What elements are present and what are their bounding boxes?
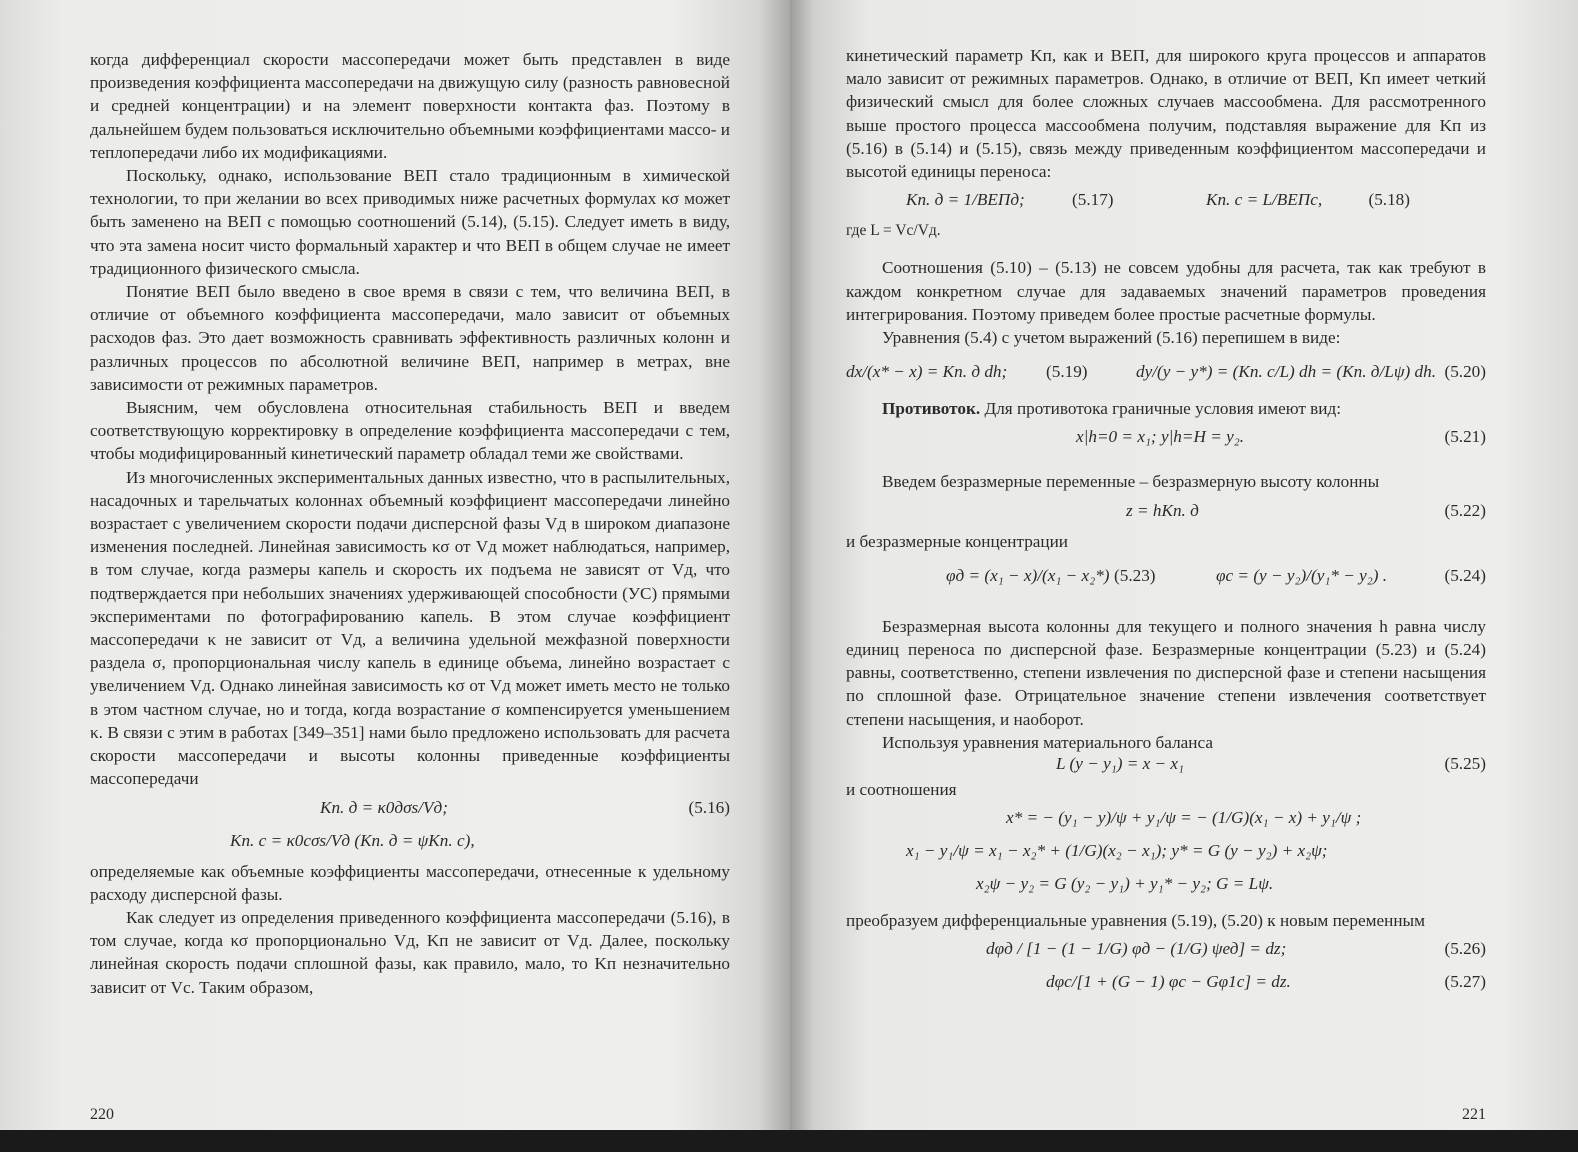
equation-text: x₁ − y₁/ψ = x₁ − x₂* + (1/G)(x₂ − x₁); y* = G (y − y₂) + x₂ψ; xyxy=(906,841,1328,861)
equation-relation-1 xyxy=(846,804,1486,834)
paragraph: и соотношения xyxy=(846,780,957,800)
equation-number: (5.25) xyxy=(1444,754,1486,774)
equation-5-23-5-24 xyxy=(846,556,1486,598)
page-number: 220 xyxy=(90,1106,114,1123)
paragraph: Используя уравнения материального баланса xyxy=(882,732,1213,752)
paragraph: Введем безразмерные переменные – безразмерную высоту колонны xyxy=(882,472,1380,492)
paragraph-text: Для противотока граничные условия имеют вид: xyxy=(984,399,1341,419)
paragraph: где L = Vс/Vд. xyxy=(846,222,941,240)
equation-number: (5.26) xyxy=(1444,939,1486,959)
paragraph: и безразмерные концентрации xyxy=(846,531,1069,551)
paragraph: когда дифференциал скорости массопередачи может быть представлен в виде произведения коэффициента массопередачи на движущую силу (разность равновесной и средней концентрации) и на элемент поверхности контакта фаз. Поэтому в дальнейшем будем пользоваться исключительно объемными коэффициентами массо- и теплопередачи либо их модификациями. xyxy=(90,50,730,162)
equation-5-17-5-18 xyxy=(846,186,1486,216)
equation-number: (5.23) xyxy=(1114,565,1156,585)
equation-text: dx/(x* − x) = Kп. д dh; xyxy=(846,362,1008,382)
paragraph: Как следует из определения приведенного коэффициента массопередачи (5.16), в том случае, когда κσ пропорционально Vд, Kп не зависит от Vд. Далее, поскольку линейная скорость подачи сплошной фазы, как правило, мало, то Kп незначительно зависит от Vс. Таким образом, xyxy=(90,907,730,997)
equation-5-26 xyxy=(846,935,1486,965)
paragraph xyxy=(846,397,1486,420)
equation-text: x₂ψ − y₂ = G (y₂ − y₁) + y₁* − y₂; G = Lψ. xyxy=(976,874,1274,894)
paragraph: Выясним, чем обусловлена относительная стабильность ВЕП и введем соответствующую корректировку в определение коэффициента массопередачи с тем, чтобы модифицированный кинетический параметр обладал теми же свойствами. xyxy=(90,398,730,464)
equation-5-16b xyxy=(90,827,730,857)
equation-text: dφд / [1 − (1 − 1/G) φд − (1/G) ψед] = dz; xyxy=(986,939,1287,959)
equation-5-25 xyxy=(846,754,1486,778)
section-heading: Противоток. xyxy=(882,399,981,419)
equation-text: x* = − (y₁ − y)/ψ + y₁/ψ = − (1/G)(x₁ − x) + y₁/ψ ; xyxy=(1006,808,1362,828)
equation-5-16a xyxy=(90,794,730,824)
page-number: 221 xyxy=(1462,1106,1486,1123)
equation-relation-3 xyxy=(846,870,1486,900)
paragraph: преобразуем дифференциальные уравнения (5.19), (5.20) к новым переменным xyxy=(846,911,1425,931)
equation-number: (5.18) xyxy=(1368,190,1410,210)
paragraph: Из многочисленных экспериментальных данных известно, что в распылительных, насадочных и тарельчатых колоннах объемный коэффициент массопередачи линейно возрастает с увеличением скорости подачи дисперсной фазы Vд в широком диапазоне изменения последней. Линейная зависимость κσ от Vд может наблюдаться, например, в том случае, когда размеры капель и скорость их подъема не зависят от Vд, что подтверждается при небольших значениях удерживающей способности (УС) прямыми экспериментами по фотографированию капель. В этом случае коэффициент массопередачи κ не зависит от Vд, а величина удельной межфазной поверхности раздела σ, пропорциональная числу капель в единице объема, линейно возрастает с увеличением Vд. Однако линейная зависимость κσ от Vд может иметь место не только в этом частном случае, но и тогда, когда возрастание σ компенсируется уменьшением κ. В связи с этим в работах [349–351] нами было предложено использовать для расчета скорости массопередачи и высоты колонны приведенные коэффициенты массопередачи xyxy=(90,467,730,789)
paragraph: Уравнения (5.4) с учетом выражений (5.16) перепишем в виде: xyxy=(882,328,1341,348)
equation-number: (5.16) xyxy=(688,797,730,817)
equation-text: Kп. д = κ0дσs/Vд; xyxy=(320,797,448,817)
equation-text: z = hKп. д xyxy=(1126,500,1199,520)
equation-number: (5.21) xyxy=(1444,427,1486,447)
equation-5-19-5-20 xyxy=(846,352,1486,394)
equation-number: (5.22) xyxy=(1444,500,1486,520)
equation-text: Kп. с = L/ВЕПс, xyxy=(1206,190,1323,210)
paragraph: Безразмерная высота колонны для текущего и полного значения h равна числу единиц переноса по дисперсной фазе. Безразмерные концентрации (5.23) и (5.24) равны, соответственно, степени извлечения по дисперсной фазе и степени насыщения по сплошной фазе. Отрицательное значение степени извлечения соответствует степени насыщения, и наоборот. xyxy=(846,616,1486,729)
paragraph: Поскольку, однако, использование ВЕП стало традиционным в химической технологии, то при желании во всех приводимых ниже расчетных формулах κσ может быть заменено на ВЕП с помощью соотношений (5.14), (5.15). Следует иметь в виду, что эта замена носит чисто формальный характер и что ВЕП в общем случае не имеет традиционного физического смысла. xyxy=(90,166,730,278)
equation-text: x|h=0 = x₁; y|h=H = y₂. xyxy=(1076,427,1245,447)
left-page xyxy=(0,0,790,1130)
equation-text: dy/(y − y*) = (Kп. с/L) dh = (Kп. д/Lψ) dh. xyxy=(1136,362,1437,382)
equation-5-21 xyxy=(846,423,1486,453)
equation-relation-2 xyxy=(846,837,1486,867)
right-page xyxy=(790,0,1578,1130)
equation-number: (5.20) xyxy=(1444,362,1486,382)
equation-text: dφс/[1 + (G − 1) φс − Gφ1с] = dz. xyxy=(1046,972,1291,992)
equation-number: (5.27) xyxy=(1444,972,1486,992)
paragraph: Понятие ВЕП было введено в свое время в связи с тем, что величина ВЕП, в отличие от объемного коэффициента массопередачи, мало зависит от объемных расходов фаз. Это дает возможность сравнивать эффективность различных колонн и различных процессов по абсолютной величине ВЕП, например в метрах, вне зависимости от режимных параметров. xyxy=(90,282,730,394)
equation-text: Kп. с = κ0сσs/Vд (Kп. д = ψKп. с), xyxy=(230,830,475,850)
paragraph: кинетический параметр Kп, как и ВЕП, для широкого круга процессов и аппаратов мало зависит от режимных параметров. Однако, в отличие от ВЕП, Kп имеет четкий физический смысл для более сложных случаев массообмена. Для рассмотренного выше простого процесса массообмена получим, подставляя выражение для Kп из (5.16) в (5.14) и (5.15), связь между приведенным коэффициентом массопередачи и высотой единицы переноса: xyxy=(846,46,1486,182)
equation-5-22 xyxy=(846,497,1486,527)
equation-5-27 xyxy=(846,968,1486,998)
equation-text: φс = (y − y₂)/(y₁* − y₂) . xyxy=(1216,565,1388,585)
paragraph: определяемые как объемные коэффициенты массопередачи, отнесенные к удельному расходу дисперсной фазы. xyxy=(90,861,730,904)
equation-text: Kп. д = 1/ВЕПд; xyxy=(906,190,1025,210)
equation-text: φд = (x₁ − x)/(x₁ − x₂*) xyxy=(946,565,1110,585)
equation-number: (5.17) xyxy=(1072,190,1114,210)
equation-number: (5.24) xyxy=(1444,565,1486,585)
paragraph: Соотношения (5.10) – (5.13) не совсем удобны для расчета, так как требуют в каждом конкретном случае для задаваемых значений параметров проведения интегрирования. Поэтому приведем более простые расчетные формулы. xyxy=(846,258,1486,324)
equation-text: L (y − y₁) = x − x₁ xyxy=(1056,754,1185,774)
equation-number: (5.19) xyxy=(1046,362,1088,382)
